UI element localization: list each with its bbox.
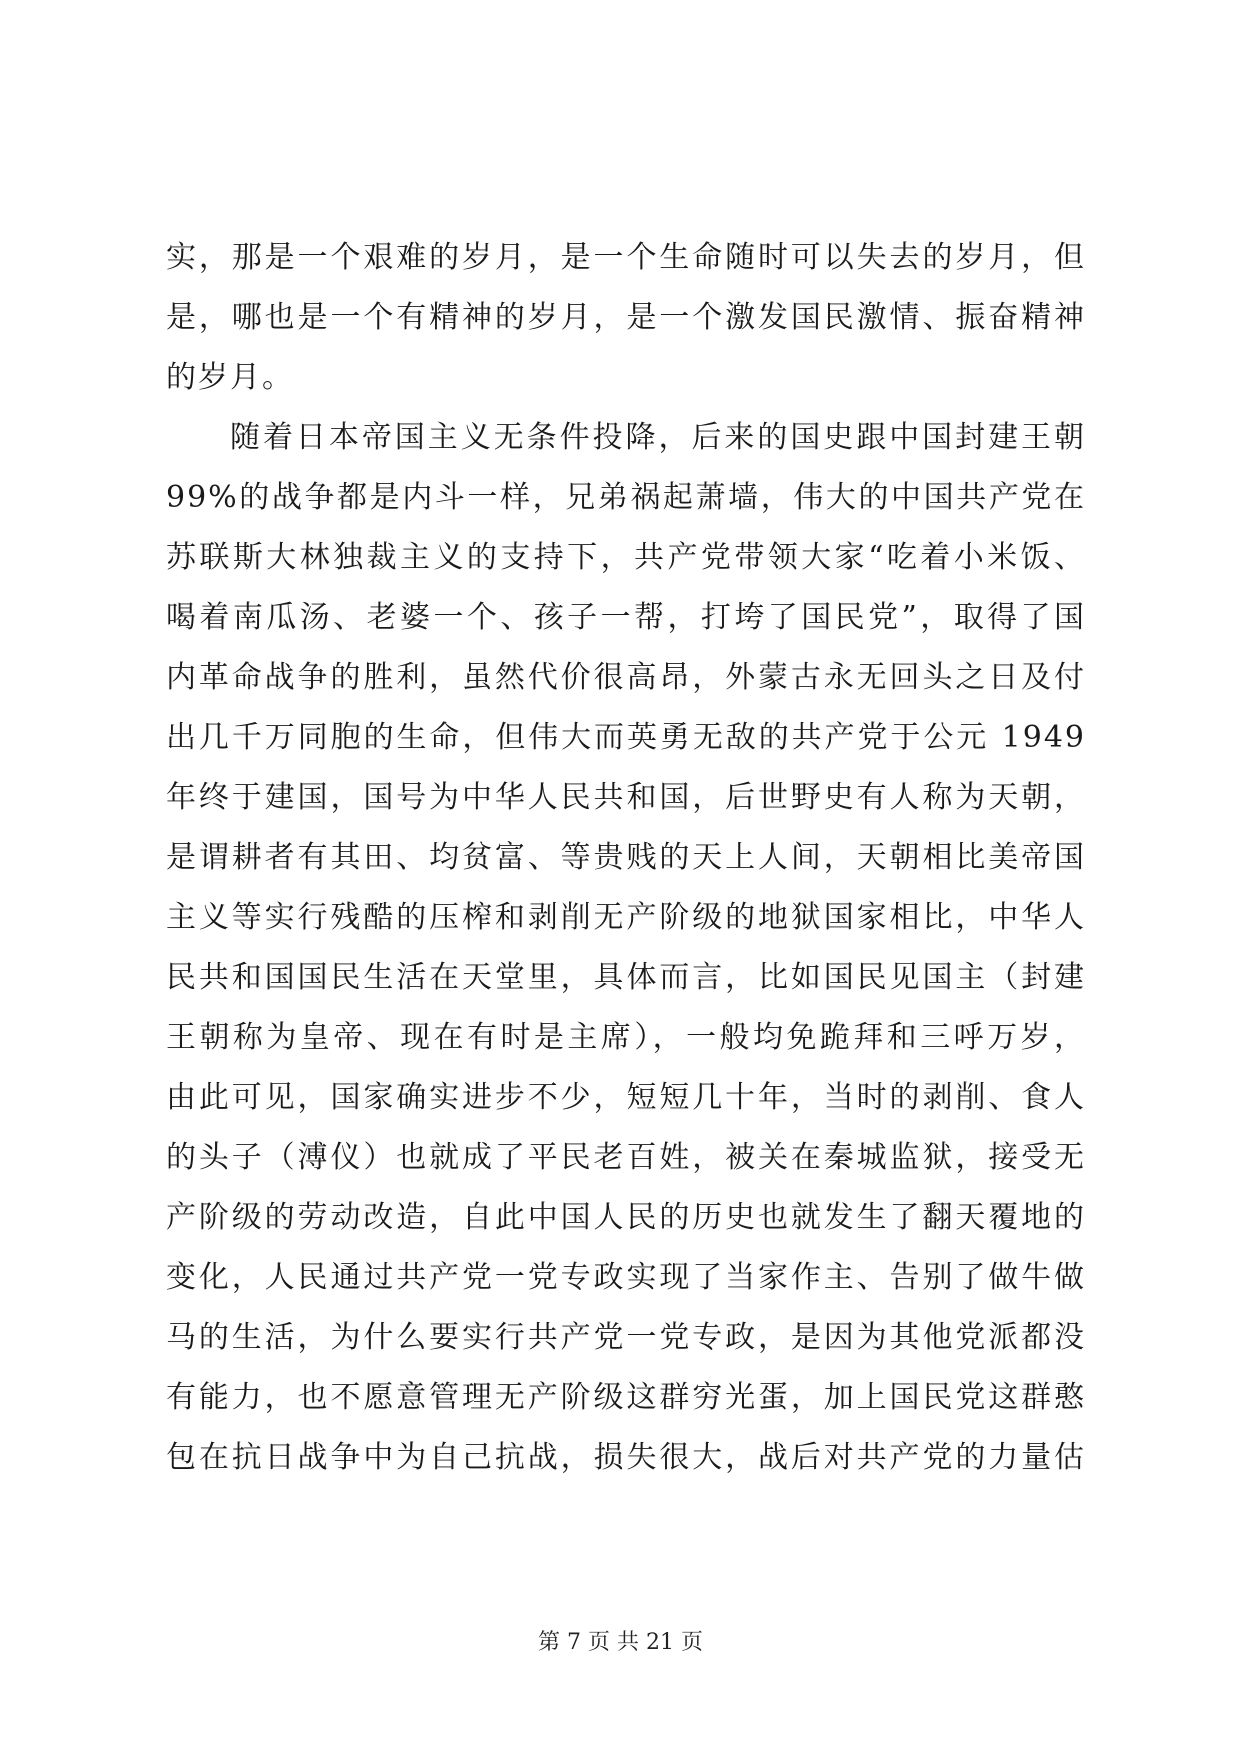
text-line: 包在抗日战争中为自己抗战，损失很大，战后对共产党的力量估	[166, 1440, 1086, 1475]
text-line: 的岁月。	[166, 360, 294, 395]
text-line: 民共和国国民生活在天堂里，具体而言，比如国民见国主（封建	[166, 960, 1086, 995]
text-line: 年终于建国，国号为中华人民共和国，后世野史有人称为天朝，	[166, 780, 1086, 815]
text-line: 有能力，也不愿意管理无产阶级这群穷光蛋，加上国民党这群憨	[166, 1380, 1086, 1415]
text-line: 内革命战争的胜利，虽然代价很高昂，外蒙古永无回头之日及付	[166, 660, 1086, 695]
text-line: 的头子（溥仪）也就成了平民老百姓，被关在秦城监狱，接受无	[166, 1140, 1086, 1175]
document-body	[166, 228, 1086, 1488]
text-line: 苏联斯大林独裁主义的支持下，共产党带领大家“吃着小米饭、	[166, 540, 1086, 575]
text-line: 出几千万同胞的生命，但伟大而英勇无敌的共产党于公元 1949	[166, 720, 1086, 755]
text-line: 喝着南瓜汤、老婆一个、孩子一帮，打垮了国民党”，取得了国	[166, 600, 1086, 635]
text-line: 是，哪也是一个有精神的岁月，是一个激发国民激情、振奋精神	[166, 300, 1086, 335]
text-line: 马的生活，为什么要实行共产党一党专政，是因为其他党派都没	[166, 1320, 1086, 1355]
text-line: 由此可见，国家确实进步不少，短短几十年，当时的剥削、食人	[166, 1080, 1086, 1115]
text-line: 变化，人民通过共产党一党专政实现了当家作主、告别了做牛做	[166, 1260, 1086, 1295]
text-line: 产阶级的劳动改造，自此中国人民的历史也就发生了翻天覆地的	[166, 1200, 1086, 1235]
text-line: 主义等实行残酷的压榨和剥削无产阶级的地狱国家相比，中华人	[166, 900, 1086, 935]
text-line: 随着日本帝国主义无条件投降，后来的国史跟中国封建王朝	[230, 420, 1086, 455]
text-line: 是谓耕者有其田、均贫富、等贵贱的天上人间，天朝相比美帝国	[166, 840, 1086, 875]
text-line: 王朝称为皇帝、现在有时是主席），一般均免跪拜和三呼万岁，	[166, 1020, 1086, 1055]
text-line: 99%的战争都是内斗一样，兄弟祸起萧墙，伟大的中国共产党在	[166, 480, 1086, 515]
page-number-footer: 第 7 页 共 21 页	[538, 1630, 703, 1655]
text-line: 实，那是一个艰难的岁月，是一个生命随时可以失去的岁月，但	[166, 240, 1086, 275]
